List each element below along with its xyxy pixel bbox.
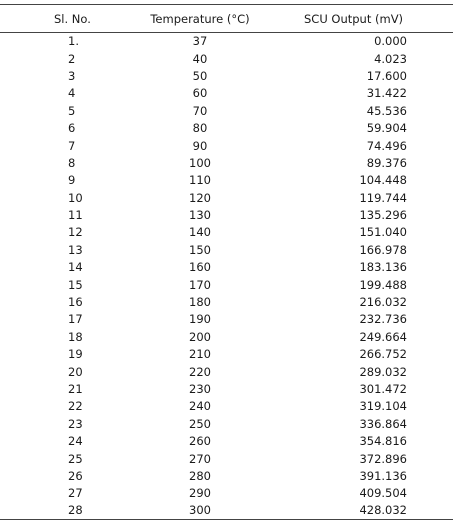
cell-temperature: 290 bbox=[189, 486, 211, 501]
cell-scu-output: 409.504 bbox=[359, 486, 407, 501]
table-row bbox=[0, 102, 453, 119]
cell-temperature: 90 bbox=[192, 138, 208, 153]
cell-scu-output: 104.448 bbox=[359, 173, 407, 188]
cell-sl-no: 3 bbox=[68, 68, 76, 83]
cell-sl-no: 13 bbox=[68, 242, 83, 257]
cell-sl-no: 23 bbox=[68, 416, 83, 431]
cell-scu-output: 74.496 bbox=[366, 138, 407, 153]
table-body bbox=[0, 33, 453, 520]
cell-temperature: 210 bbox=[189, 347, 211, 362]
cell-sl-no: 14 bbox=[68, 260, 83, 275]
cell-sl-no: 22 bbox=[68, 399, 83, 414]
table-row bbox=[0, 224, 453, 241]
cell-scu-output: 428.032 bbox=[270, 502, 453, 519]
cell-scu-output: 216.032 bbox=[359, 295, 407, 310]
cell-scu-output: 151.040 bbox=[359, 225, 407, 240]
cell-scu-output: 199.488 bbox=[359, 277, 407, 292]
cell-temperature: 150 bbox=[189, 242, 211, 257]
cell-temperature: 130 bbox=[189, 208, 211, 223]
cell-sl-no: 17 bbox=[68, 312, 83, 327]
cell-sl-no: 21 bbox=[68, 382, 83, 396]
cell-scu-output: 354.816 bbox=[359, 434, 407, 449]
cell-scu-output: 336.864 bbox=[359, 416, 407, 431]
cell-scu-output: 372.896 bbox=[359, 451, 407, 466]
cell-temperature: 60 bbox=[192, 86, 208, 101]
header-temperature: Temperature (°C) bbox=[130, 5, 270, 33]
table-row bbox=[0, 293, 453, 310]
cell-temperature: 190 bbox=[189, 312, 211, 327]
cell-temperature: 250 bbox=[189, 416, 211, 431]
table-row bbox=[0, 502, 453, 519]
cell-scu-output: 119.744 bbox=[359, 190, 407, 205]
cell-sl-no: 11 bbox=[68, 208, 83, 223]
table-row bbox=[0, 154, 453, 171]
cell-scu-output: 0.000 bbox=[374, 34, 407, 49]
cell-sl-no: 19 bbox=[68, 347, 83, 362]
table-row bbox=[0, 50, 453, 67]
cell-temperature: 270 bbox=[189, 451, 211, 466]
cell-sl-no: 20 bbox=[68, 364, 83, 379]
cell-temperature: 240 bbox=[189, 399, 211, 414]
cell-sl-no: 25 bbox=[68, 451, 83, 466]
cell-sl-no: 7 bbox=[68, 138, 76, 153]
cell-scu-output: 31.422 bbox=[366, 86, 407, 101]
cell-sl-no: 15 bbox=[68, 277, 83, 292]
cell-scu-output: 89.376 bbox=[366, 155, 407, 170]
cell-sl-no: 28 bbox=[0, 502, 130, 519]
table-row bbox=[0, 241, 453, 258]
cell-sl-no: 9 bbox=[68, 173, 76, 188]
table-row bbox=[0, 432, 453, 449]
cell-sl-no: 2 bbox=[68, 51, 76, 66]
cell-scu-output: 249.664 bbox=[359, 329, 407, 344]
table-row bbox=[0, 33, 453, 50]
temperature-scu-table bbox=[0, 4, 453, 520]
table-row bbox=[0, 363, 453, 380]
cell-temperature: 300 bbox=[130, 502, 270, 519]
table-row bbox=[0, 67, 453, 84]
cell-temperature: 110 bbox=[189, 173, 211, 188]
cell-temperature: 80 bbox=[192, 121, 208, 136]
cell-scu-output: 17.600 bbox=[366, 68, 407, 83]
table-row bbox=[0, 467, 453, 484]
table-row bbox=[0, 346, 453, 363]
cell-sl-no: 24 bbox=[68, 434, 83, 449]
cell-temperature: 180 bbox=[189, 295, 211, 310]
table-row bbox=[0, 415, 453, 432]
table-row bbox=[0, 85, 453, 102]
table-row bbox=[0, 328, 453, 345]
cell-scu-output: 45.536 bbox=[366, 103, 407, 118]
cell-temperature: 100 bbox=[189, 155, 211, 170]
cell-scu-output: 289.032 bbox=[359, 364, 407, 379]
cell-scu-output: 266.752 bbox=[359, 347, 407, 362]
table-row bbox=[0, 276, 453, 293]
cell-sl-no: 5 bbox=[68, 103, 76, 118]
cell-scu-output: 166.978 bbox=[359, 242, 407, 257]
header-scu-output: SCU Output (mV) bbox=[270, 5, 453, 33]
cell-scu-output: 301.472 bbox=[359, 382, 407, 396]
cell-temperature: 230 bbox=[189, 382, 211, 396]
cell-sl-no: 6 bbox=[68, 121, 76, 136]
cell-sl-no: 10 bbox=[68, 190, 83, 205]
cell-temperature: 200 bbox=[189, 329, 211, 344]
cell-temperature: 160 bbox=[189, 260, 211, 275]
header-row bbox=[0, 5, 453, 33]
cell-temperature: 37 bbox=[192, 34, 208, 49]
cell-scu-output: 4.023 bbox=[374, 51, 407, 66]
cell-temperature: 220 bbox=[189, 364, 211, 379]
data-table-container bbox=[0, 4, 453, 520]
cell-temperature: 120 bbox=[189, 190, 211, 205]
table-row bbox=[0, 450, 453, 467]
cell-scu-output: 232.736 bbox=[359, 312, 407, 327]
table-row bbox=[0, 311, 453, 328]
cell-sl-no: 1. bbox=[68, 34, 79, 49]
cell-scu-output: 59.904 bbox=[366, 121, 407, 136]
cell-temperature: 40 bbox=[192, 51, 208, 66]
cell-sl-no: 16 bbox=[68, 295, 83, 310]
cell-scu-output: 319.104 bbox=[359, 399, 407, 414]
cell-temperature: 280 bbox=[189, 468, 211, 483]
cell-sl-no: 12 bbox=[68, 225, 83, 240]
cell-sl-no: 8 bbox=[68, 155, 76, 170]
table-row bbox=[0, 259, 453, 276]
table-row bbox=[0, 485, 453, 502]
cell-sl-no: 18 bbox=[68, 329, 83, 344]
cell-sl-no: 27 bbox=[68, 486, 83, 501]
cell-scu-output: 391.136 bbox=[359, 468, 407, 483]
table-row bbox=[0, 380, 453, 397]
table-row bbox=[0, 398, 453, 415]
table-header bbox=[0, 5, 453, 33]
table-row bbox=[0, 206, 453, 223]
header-sl-no: Sl. No. bbox=[0, 5, 130, 33]
cell-temperature: 70 bbox=[192, 103, 208, 118]
table-row bbox=[0, 172, 453, 189]
table-row bbox=[0, 137, 453, 154]
cell-temperature: 170 bbox=[189, 277, 211, 292]
table-row bbox=[0, 119, 453, 136]
cell-temperature: 140 bbox=[189, 225, 211, 240]
cell-scu-output: 135.296 bbox=[359, 208, 407, 223]
cell-sl-no: 4 bbox=[68, 86, 76, 101]
cell-temperature: 50 bbox=[192, 68, 208, 83]
table-row bbox=[0, 189, 453, 206]
cell-temperature: 260 bbox=[189, 434, 211, 449]
cell-sl-no: 26 bbox=[68, 468, 83, 483]
cell-scu-output: 183.136 bbox=[359, 260, 407, 275]
